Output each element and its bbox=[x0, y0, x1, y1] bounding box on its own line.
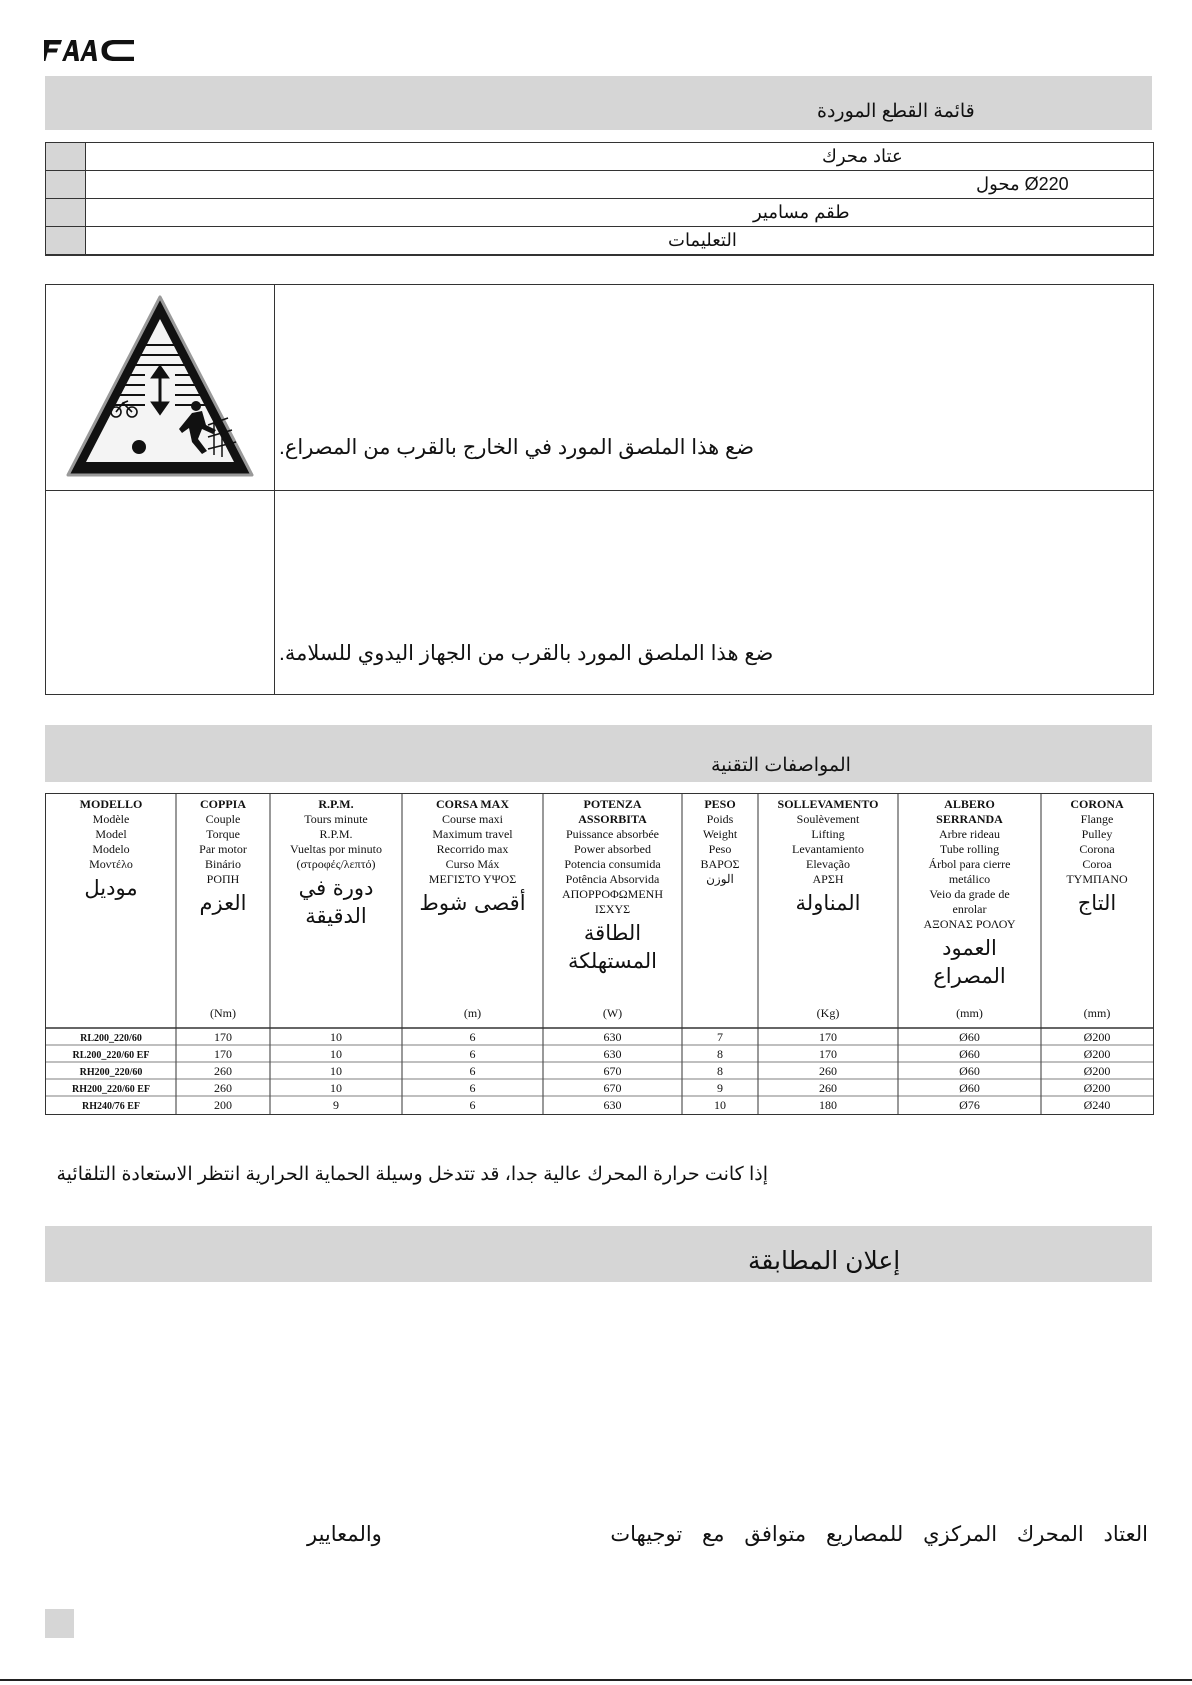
column-header-label: Course maxi bbox=[442, 812, 503, 826]
parts-section-title: قائمة القطع الموردة bbox=[817, 101, 975, 122]
column-header-label: Binário bbox=[205, 857, 241, 871]
column-header-label: ASSORBITA bbox=[578, 812, 647, 826]
table-cell: Ø60 bbox=[959, 1030, 980, 1044]
column-header-label: SERRANDA bbox=[936, 812, 1003, 826]
column-header-label: Coroa bbox=[1082, 857, 1112, 871]
model-name-cell: RH240/76 EF bbox=[81, 1101, 141, 1112]
column-header-label: ΤΥΜΠΑΝΟ bbox=[1066, 872, 1128, 886]
column-header-label: Tours minute bbox=[304, 812, 368, 826]
table-cell: Ø240 bbox=[1083, 1098, 1111, 1112]
table-cell: 10 bbox=[330, 1064, 342, 1078]
column-header-label: R.P.M. bbox=[319, 827, 353, 841]
column-header-label: Potência Absorvida bbox=[565, 872, 660, 886]
item-number-cell bbox=[46, 227, 86, 254]
table-cell: Ø200 bbox=[1083, 1081, 1111, 1095]
column-header-label: ΡΟΠΗ bbox=[206, 872, 240, 886]
table-cell: Ø60 bbox=[959, 1081, 980, 1095]
table-cell: 630 bbox=[603, 1098, 622, 1112]
column-header-label: Veio da grade de bbox=[929, 887, 1010, 901]
column-header-label: Tube rolling bbox=[939, 842, 1000, 856]
item-number-cell bbox=[46, 199, 86, 226]
sticker-icon-cell bbox=[46, 491, 275, 694]
column-header-label: Par motor bbox=[199, 842, 247, 856]
table-cell: 260 bbox=[214, 1081, 232, 1095]
declaration-title: إعلان المطابقة bbox=[748, 1247, 901, 1275]
column-header-arabic: المناولة bbox=[795, 891, 861, 915]
thermal-protection-note: إذا كانت حرارة المحرك عالية جدا، قد تتدخل وسيلة الحماية الحرارية انتظر الاستعادة التلقائية bbox=[56, 1164, 768, 1185]
column-header-label: ΙΣΧΥΣ bbox=[594, 902, 631, 916]
column-header-label: MODELLO bbox=[79, 797, 143, 811]
table-cell: 10 bbox=[714, 1098, 726, 1112]
column-header-label: PESO bbox=[704, 797, 736, 811]
table-cell: Ø200 bbox=[1083, 1030, 1111, 1044]
table-cell: 170 bbox=[214, 1030, 232, 1044]
table-cell: Ø200 bbox=[1083, 1047, 1111, 1061]
column-header-label: Maximum travel bbox=[432, 827, 513, 841]
table-cell: 10 bbox=[330, 1081, 342, 1095]
table-cell: 170 bbox=[819, 1047, 837, 1061]
column-header-arabic: الطاقة bbox=[583, 921, 642, 945]
list-item bbox=[46, 171, 1153, 199]
column-header-label: CORONA bbox=[1070, 797, 1124, 811]
specs-section-header bbox=[45, 725, 1152, 782]
column-header-label: Puissance absorbée bbox=[566, 827, 659, 841]
column-header-label: Árbol para cierre bbox=[928, 857, 1011, 871]
column-header-label: R.P.M. bbox=[318, 797, 354, 811]
parts-section-header bbox=[45, 76, 1152, 130]
column-header-label: Soulèvement bbox=[796, 812, 860, 826]
column-header-label: metálico bbox=[948, 872, 991, 886]
column-header-arabic: التاج bbox=[1077, 891, 1117, 915]
column-header-label: Recorrido max bbox=[436, 842, 509, 856]
column-header-arabic: أقصى شوط bbox=[419, 891, 526, 915]
table-cell: 180 bbox=[819, 1098, 837, 1112]
table-cell: 6 bbox=[469, 1030, 476, 1044]
list-item bbox=[46, 227, 1153, 254]
table-cell: 260 bbox=[214, 1064, 232, 1078]
model-name-cell: RH200_220/60 EF bbox=[71, 1084, 151, 1095]
table-cell: 9 bbox=[333, 1098, 339, 1112]
table-cell: 260 bbox=[819, 1081, 837, 1095]
part-label: التعليمات bbox=[668, 230, 737, 250]
page-number-box bbox=[45, 1609, 74, 1638]
table-cell: 260 bbox=[819, 1064, 837, 1078]
column-header-arabic: المصراع bbox=[933, 964, 1006, 988]
table-cell: Ø60 bbox=[959, 1047, 980, 1061]
item-number-cell bbox=[46, 171, 86, 198]
column-header-label: Elevação bbox=[806, 857, 850, 871]
sticker-row bbox=[46, 491, 1153, 694]
column-header-label: Power absorbed bbox=[574, 842, 651, 856]
specs-section-title: المواصفات التقنية bbox=[711, 755, 851, 776]
column-header-arabic: العزم bbox=[199, 891, 247, 915]
column-header-arabic: موديل bbox=[84, 876, 138, 900]
table-cell: Ø60 bbox=[959, 1064, 980, 1078]
column-header-label: Μοντέλο bbox=[89, 857, 133, 871]
sticker-icon-cell bbox=[46, 285, 275, 490]
list-item bbox=[46, 199, 1153, 227]
column-header-label: Weight bbox=[702, 827, 738, 841]
column-header-label: Modelo bbox=[92, 842, 130, 856]
table-cell: 670 bbox=[603, 1081, 622, 1095]
column-header-label: ΑΠΟΡΡΟΦΩΜΕΝΗ bbox=[561, 887, 664, 901]
column-header-label: enrolar bbox=[952, 902, 987, 916]
declaration-section-header bbox=[45, 1226, 1152, 1282]
table-cell: 7 bbox=[717, 1030, 723, 1044]
column-header-label: Model bbox=[95, 827, 127, 841]
faac-logo bbox=[44, 38, 136, 64]
list-item bbox=[46, 143, 1153, 171]
table-cell: 170 bbox=[214, 1047, 232, 1061]
column-header-label: الوزن bbox=[706, 872, 734, 886]
table-cell: Ø76 bbox=[959, 1098, 980, 1112]
column-unit: (mm) bbox=[956, 1006, 983, 1020]
table-cell: 630 bbox=[603, 1030, 622, 1044]
table-cell: 9 bbox=[717, 1081, 723, 1095]
column-header-label: CORSA MAX bbox=[435, 797, 510, 811]
column-header-label: Vueltas por minuto bbox=[290, 842, 382, 856]
item-number-cell bbox=[46, 143, 86, 170]
table-cell: 6 bbox=[469, 1047, 476, 1061]
model-name-cell: RL200_220/60 bbox=[80, 1033, 142, 1044]
column-header-label: Pulley bbox=[1081, 827, 1113, 841]
declaration-standards-text: والمعايير bbox=[307, 1523, 382, 1546]
table-cell: Ø200 bbox=[1083, 1064, 1111, 1078]
column-header-label: SOLLEVAMENTO bbox=[777, 797, 879, 811]
column-header-label: (στροφές/λεπτό) bbox=[296, 857, 376, 871]
column-header-arabic: العمود bbox=[942, 936, 997, 960]
column-header-label: Levantamiento bbox=[792, 842, 864, 856]
column-unit: (W) bbox=[602, 1006, 623, 1020]
column-unit: (mm) bbox=[1083, 1006, 1111, 1020]
sticker-text: ضع هذا الملصق المورد في الخارج بالقرب من المصراع. bbox=[279, 436, 755, 459]
spec-table-grid bbox=[46, 794, 1153, 1114]
column-header-label: Lifting bbox=[811, 827, 845, 841]
column-header-label: Modèle bbox=[92, 812, 130, 826]
column-header-label: ΒΑΡΟΣ bbox=[700, 857, 740, 871]
column-header-label: ΜΕΓΙΣΤΟ ΥΨΟΣ bbox=[428, 872, 517, 886]
part-label: عتاد محرك bbox=[822, 146, 903, 166]
table-cell: 8 bbox=[717, 1047, 723, 1061]
column-header-arabic: الدقيقة bbox=[305, 904, 367, 928]
table-cell: 10 bbox=[330, 1047, 342, 1061]
column-header-label: COPPIA bbox=[200, 797, 246, 811]
column-header-arabic: المستهلكة bbox=[568, 949, 657, 973]
column-header-label: Peso bbox=[708, 842, 732, 856]
column-header-label: Potencia consumida bbox=[564, 857, 661, 871]
column-header-label: Curso Máx bbox=[445, 857, 500, 871]
column-header-arabic: دورة في bbox=[298, 876, 374, 900]
model-name-cell: RL200_220/60 EF bbox=[72, 1050, 150, 1061]
footer-rule bbox=[0, 1679, 1192, 1681]
model-name-cell: RH200_220/60 bbox=[79, 1067, 143, 1078]
part-label: Ø220 محول bbox=[976, 174, 1069, 194]
column-header-label: ΑΡΣΗ bbox=[812, 872, 844, 886]
parts-list bbox=[45, 142, 1154, 256]
table-cell: 6 bbox=[469, 1081, 476, 1095]
column-header-label: POTENZA bbox=[583, 797, 642, 811]
table-cell: 200 bbox=[214, 1098, 232, 1112]
column-header-label: Torque bbox=[206, 827, 240, 841]
column-header-label: Flange bbox=[1080, 812, 1114, 826]
table-cell: 670 bbox=[603, 1064, 622, 1078]
column-header-label: Arbre rideau bbox=[939, 827, 1000, 841]
table-cell: 170 bbox=[819, 1030, 837, 1044]
sticker-text: ضع هذا الملصق المورد بالقرب من الجهاز اليدوي للسلامة. bbox=[279, 642, 774, 665]
table-cell: 630 bbox=[603, 1047, 622, 1061]
table-cell: 8 bbox=[717, 1064, 723, 1078]
declaration-text: العتاد المحرك المركزي للمصاريع متوافق مع توجيهات bbox=[610, 1523, 1148, 1546]
sticker-instructions bbox=[45, 284, 1154, 695]
table-cell: 6 bbox=[469, 1098, 476, 1112]
column-unit: (m) bbox=[463, 1006, 482, 1020]
safety-warning-triangle-icon bbox=[46, 285, 274, 490]
column-header-label: Couple bbox=[205, 812, 241, 826]
part-label: طقم مسامير bbox=[753, 202, 850, 222]
column-unit: (Nm) bbox=[210, 1006, 236, 1020]
spec-table bbox=[45, 793, 1154, 1115]
column-header-label: ΑΞΟΝΑΣ ΡΟΛΟΥ bbox=[923, 917, 1016, 931]
column-unit: (Kg) bbox=[816, 1006, 840, 1020]
column-header-label: Poids bbox=[706, 812, 734, 826]
column-header-label: Corona bbox=[1079, 842, 1115, 856]
table-cell: 6 bbox=[469, 1064, 476, 1078]
sticker-row bbox=[46, 285, 1153, 491]
column-header-label: ALBERO bbox=[944, 797, 995, 811]
table-cell: 10 bbox=[330, 1030, 342, 1044]
